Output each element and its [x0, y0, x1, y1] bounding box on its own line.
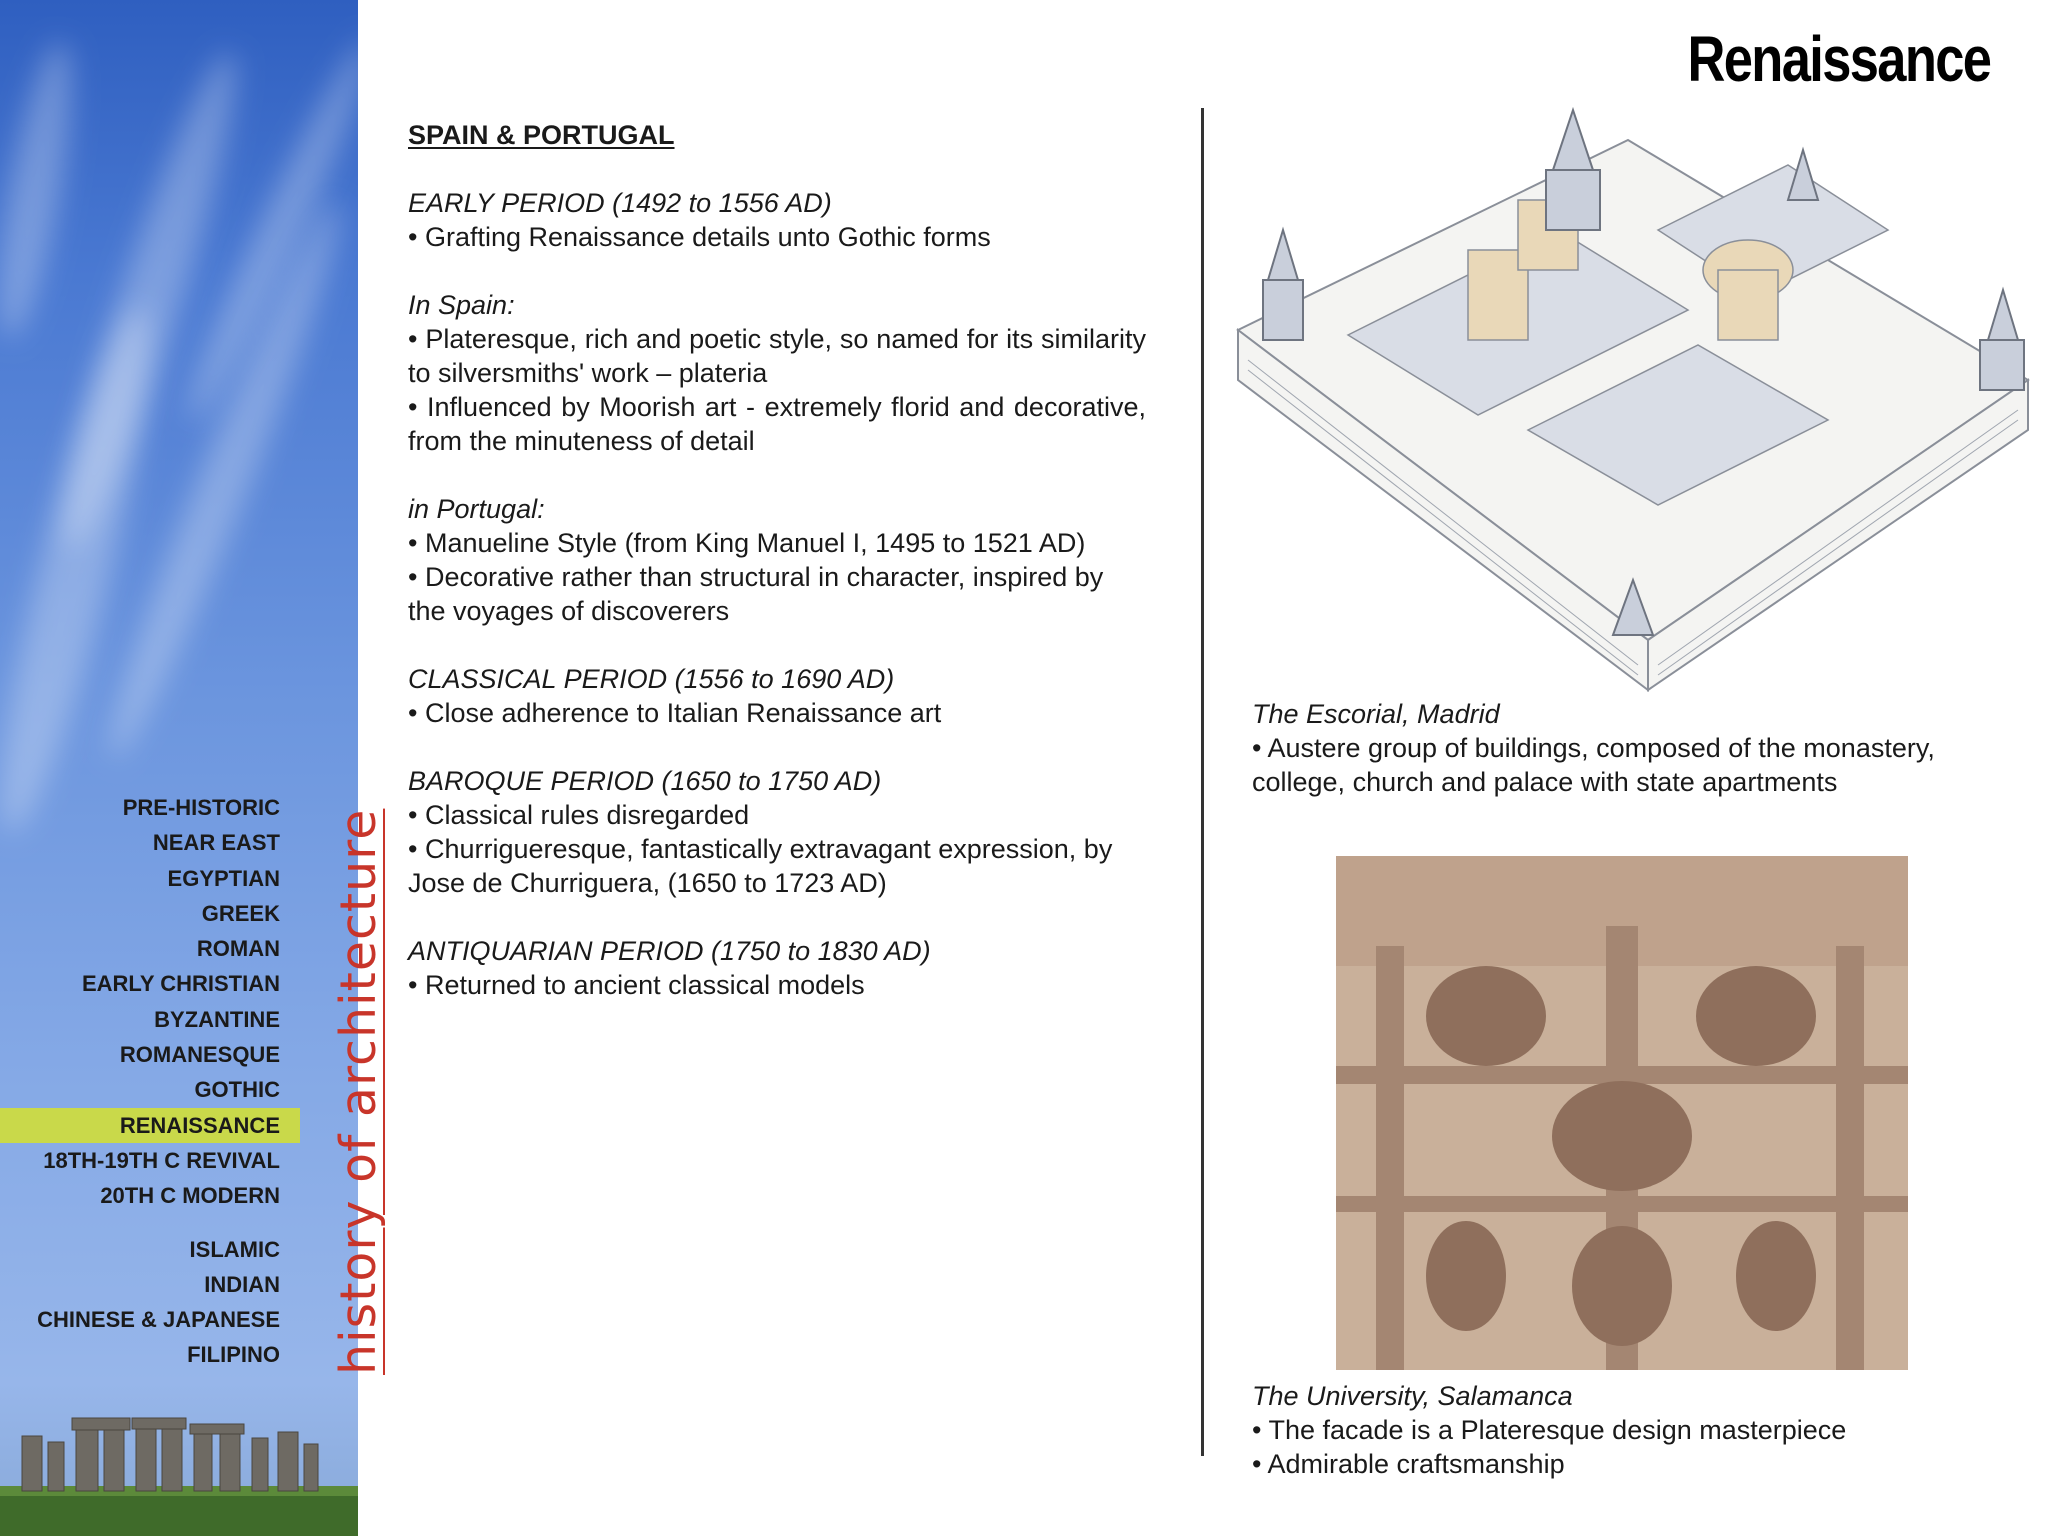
nav-item-renaissance[interactable]: RENAISSANCE	[0, 1108, 300, 1143]
antiquarian-period-title: ANTIQUARIAN PERIOD (1750 to 1830 AD)	[408, 936, 931, 966]
escorial-caption: The Escorial, Madrid	[1252, 699, 1500, 729]
nav-item-egyptian[interactable]: EGYPTIAN	[167, 865, 280, 891]
nav-spacer	[0, 1214, 300, 1232]
salamanca-bullet-1: • The facade is a Plateresque design masterpiece	[1252, 1415, 1847, 1445]
classical-period-title: CLASSICAL PERIOD (1556 to 1690 AD)	[408, 664, 895, 694]
spain-bullet-1: • Plateresque, rich and poetic style, so named for its similarity to silversmiths' work – plateria	[408, 324, 1146, 388]
nav-item-pre-historic[interactable]: PRE-HISTORIC	[122, 795, 280, 820]
escorial-bullet: • Austere group of buildings, composed of the monastery, college, church and palace with state apartments	[1252, 733, 1935, 797]
sidebar-vertical-title: history of architecture	[330, 808, 387, 1375]
nav-item-islamic[interactable]: ISLAMIC	[189, 1236, 280, 1262]
main-text	[408, 118, 1146, 1002]
baroque-period-bullet-2: • Churrigueresque, fantastically extravagant expression, by Jose de Churriguera, (1650 to 1723 AD)	[408, 834, 1113, 898]
stonehenge-image	[0, 1386, 358, 1536]
nav-item-modern[interactable]: 20TH C MODERN	[100, 1183, 280, 1209]
baroque-period-bullet-1: • Classical rules disregarded	[408, 800, 750, 830]
spain-bullet-2: • Influenced by Moorish art - extremely florid and decorative, from the minuteness of detail	[408, 392, 1146, 456]
portugal-bullet-2: • Decorative rather than structural in character, inspired by the voyages of discoverers	[408, 562, 1104, 626]
spain-label: In Spain:	[408, 290, 515, 320]
baroque-period-title: BAROQUE PERIOD (1650 to 1750 AD)	[408, 766, 882, 796]
page-title: Renaissance	[1687, 23, 1990, 95]
early-period-title: EARLY PERIOD (1492 to 1556 AD)	[408, 188, 832, 218]
section-heading: SPAIN & PORTUGAL	[408, 120, 675, 150]
sidebar-nav	[0, 790, 300, 1373]
nav-item-byzantine[interactable]: BYZANTINE	[154, 1006, 280, 1032]
classical-period-bullet: • Close adherence to Italian Renaissance art	[408, 698, 942, 728]
escorial-caption-block	[1252, 697, 1992, 799]
sidebar	[0, 0, 387, 1536]
escorial-drawing	[1228, 80, 2038, 690]
portugal-bullet-1: • Manueline Style (from King Manuel I, 1495 to 1521 AD)	[408, 528, 1086, 558]
column-divider	[1201, 108, 1204, 1456]
nav-item-indian[interactable]: INDIAN	[204, 1271, 280, 1297]
nav-item-filipino[interactable]: FILIPINO	[187, 1342, 280, 1368]
early-period-bullet: • Grafting Renaissance details unto Gothic forms	[408, 222, 991, 252]
cloud-streak	[0, 38, 86, 342]
nav-item-roman[interactable]: ROMAN	[196, 936, 280, 962]
portugal-label: in Portugal:	[408, 494, 545, 524]
nav-item-near-east[interactable]: NEAR EAST	[152, 830, 280, 856]
salamanca-caption: The University, Salamanca	[1252, 1381, 1573, 1411]
salamanca-bullet-2: • Admirable craftsmanship	[1252, 1449, 1565, 1479]
nav-item-chinese-japanese[interactable]: CHINESE & JAPANESE	[37, 1307, 280, 1333]
nav-item-gothic[interactable]: GOTHIC	[194, 1077, 280, 1103]
salamanca-caption-block	[1252, 1379, 1992, 1481]
nav-item-greek[interactable]: GREEK	[201, 900, 280, 926]
nav-item-romanesque[interactable]: ROMANESQUE	[119, 1042, 280, 1068]
salamanca-facade-photo	[1336, 856, 1908, 1370]
nav-item-early-christian[interactable]: EARLY CHRISTIAN	[81, 971, 280, 997]
antiquarian-period-bullet: • Returned to ancient classical models	[408, 970, 865, 1000]
nav-item-revival[interactable]: 18TH-19TH C REVIVAL	[43, 1147, 280, 1173]
